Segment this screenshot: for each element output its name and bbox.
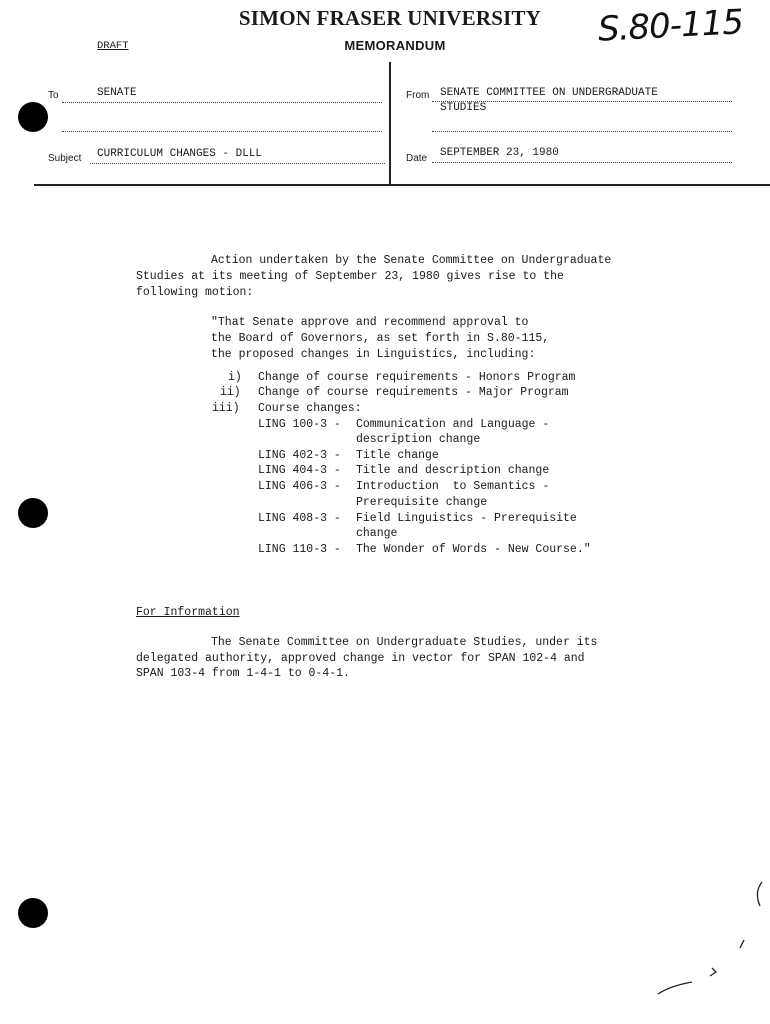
- info-heading: For Information: [136, 606, 240, 619]
- course-code: LING 404-3 -: [258, 464, 341, 477]
- to-underline-2: [62, 131, 382, 132]
- to-label: To: [48, 90, 59, 101]
- from-label: From: [406, 90, 430, 101]
- to-value: SENATE: [97, 87, 137, 99]
- course-code: LING 100-3 -: [258, 418, 341, 431]
- course-desc: Communication and Language -: [356, 418, 550, 431]
- date-value: SEPTEMBER 23, 1980: [440, 147, 559, 159]
- course-desc: change: [356, 527, 398, 540]
- handwritten-document-number: S.80-115: [597, 2, 744, 50]
- course-desc: Introduction to Semantics -: [356, 480, 550, 493]
- item-number: ii): [220, 386, 241, 399]
- course-code: LING 402-3 -: [258, 449, 341, 462]
- course-desc: The Wonder of Words - New Course.": [356, 543, 591, 556]
- university-title: SIMON FRASER UNIVERSITY: [238, 6, 542, 30]
- to-underline: [62, 102, 382, 103]
- course-code: LING 406-3 -: [258, 480, 341, 493]
- item-number: iii): [212, 402, 240, 415]
- course-code: LING 408-3 -: [258, 512, 341, 525]
- info-line-2: delegated authority, approved change in vector for SPAN 102-4 and: [136, 652, 585, 665]
- from-value-line2: STUDIES: [440, 102, 487, 114]
- item-number: i): [228, 371, 242, 384]
- from-underline: [432, 101, 732, 102]
- course-code: LING 110-3 -: [258, 543, 341, 556]
- motion-line-2: the Board of Governors, as set forth in S.80-115,: [211, 332, 550, 345]
- info-line-1: The Senate Committee on Undergraduate Studies, under its: [211, 636, 598, 649]
- course-desc: description change: [356, 433, 481, 446]
- date-underline: [432, 162, 732, 163]
- intro-line-1: Action undertaken by the Senate Committee on Undergraduate: [211, 254, 612, 267]
- draft-stamp: DRAFT: [97, 40, 129, 52]
- from-value-line1: SENATE COMMITTEE ON UNDERGRADUATE: [440, 87, 658, 99]
- punch-hole-top: [18, 102, 48, 132]
- motion-line-1: "That Senate approve and recommend approval to: [211, 316, 529, 329]
- course-desc: Prerequisite change: [356, 496, 488, 509]
- intro-line-2: Studies at its meeting of September 23, 1980 gives rise to the: [136, 270, 564, 283]
- subject-label: Subject: [48, 153, 82, 164]
- item-text: Change of course requirements - Honors Program: [258, 371, 576, 384]
- course-desc: Title change: [356, 449, 439, 462]
- subject-value: CURRICULUM CHANGES - DLLL: [97, 148, 263, 160]
- motion-line-3: the proposed changes in Linguistics, including:: [211, 348, 536, 361]
- punch-hole-bottom: [18, 898, 48, 928]
- punch-hole-middle: [18, 498, 48, 528]
- subject-underline: [90, 163, 385, 164]
- header-bottom-rule: [34, 184, 770, 186]
- course-desc: Title and description change: [356, 464, 550, 477]
- course-desc: Field Linguistics - Prerequisite: [356, 512, 577, 525]
- intro-line-3: following motion:: [136, 286, 254, 299]
- item-text: Change of course requirements - Major Program: [258, 386, 569, 399]
- margin-scribble-icon: [640, 870, 765, 1000]
- info-line-3: SPAN 103-4 from 1-4-1 to 0-4-1.: [136, 667, 350, 680]
- memorandum-heading: MEMORANDUM: [344, 38, 446, 53]
- date-label: Date: [406, 153, 428, 164]
- from-underline-2: [432, 131, 732, 132]
- header-vertical-divider: [389, 62, 391, 184]
- item-text: Course changes:: [258, 402, 362, 415]
